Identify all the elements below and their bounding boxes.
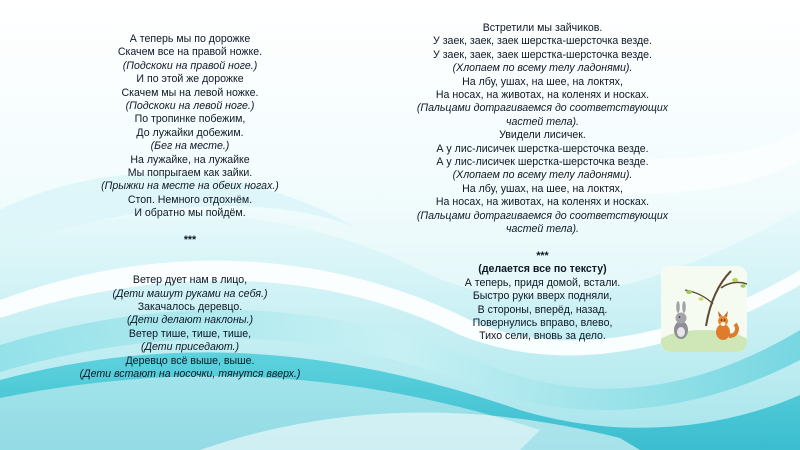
left-verse-line: А теперь мы по дорожке bbox=[129, 33, 251, 45]
left-verse-line: Скачем все на правой ножке. bbox=[117, 46, 263, 59]
left-verse-line: Скачем мы на левой ножке. bbox=[121, 86, 259, 99]
left-verse-spacer bbox=[55, 221, 325, 234]
left-verse-line: *** bbox=[183, 234, 197, 247]
right-verse-line: На лбу, ушах, на шее, на локтях, bbox=[462, 75, 623, 88]
left-verse-line: (Дети машут руками на себя.) bbox=[112, 287, 268, 300]
right-verse-column bbox=[380, 22, 705, 344]
left-verse-line: И по этой же дорожке bbox=[136, 73, 244, 86]
left-verse-column bbox=[55, 33, 325, 382]
left-verse-line: (Подскоки на левой ноге.) bbox=[125, 100, 255, 113]
left-verse-line: (Дети приседают.) bbox=[141, 341, 239, 354]
right-verse-line: А у лис-лисичек шерстка-шерсточка везде. bbox=[436, 156, 649, 169]
right-verse-line: На лбу, ушах, на шее, на локтях, bbox=[462, 182, 623, 195]
left-verse-line: (Подскоки на правой ноге.) bbox=[122, 59, 258, 72]
right-verse-line: Встретили мы зайчиков. bbox=[482, 22, 603, 34]
right-verse-line: В стороны, вперёд, назад. bbox=[477, 303, 608, 316]
right-verse-line: На носах, на животах, на коленях и носках. bbox=[435, 89, 650, 102]
right-verse-line: Увидели лисичек. bbox=[499, 129, 586, 142]
right-verse-line: (делается все по тексту) bbox=[478, 263, 607, 276]
left-verse-line: На лужайке, на лужайке bbox=[130, 153, 250, 166]
right-verse-line: частей тела). bbox=[506, 115, 579, 128]
left-verse-line: (Дети делают наклоны.) bbox=[126, 314, 254, 327]
right-verse-line: частей тела). bbox=[506, 223, 579, 236]
left-verse-line: И обратно мы пойдём. bbox=[134, 207, 246, 220]
right-verse-line: А теперь, придя домой, встали. bbox=[464, 276, 621, 289]
left-verse-line: (Бег на месте.) bbox=[150, 140, 230, 153]
left-verse-line: По тропинке побежим, bbox=[134, 113, 246, 126]
right-verse-line: (Пальцами дотрагиваемся до соответствующих bbox=[416, 102, 669, 115]
right-verse-line: Быстро руки вверх подняли, bbox=[472, 290, 613, 303]
left-verse-spacer bbox=[55, 247, 325, 260]
left-verse-line: Ветер тише, тише, тише, bbox=[128, 327, 252, 340]
right-verse-line: (Пальцами дотрагиваемся до соответствующих bbox=[416, 209, 669, 222]
right-verse-spacer bbox=[380, 237, 705, 250]
left-verse-line: Деревцо всё выше, выше. bbox=[125, 354, 255, 367]
right-verse-line: Повернулись вправо, влево, bbox=[472, 316, 613, 329]
right-verse-line: У заек, заек, заек шерстка-шерсточка везде. bbox=[433, 48, 652, 61]
left-verse-line: (Дети встают на носочки, тянутся вверх.) bbox=[79, 368, 301, 381]
bunny-and-fox-illustration bbox=[661, 266, 747, 352]
right-verse-line: Тихо сели, вновь за дело. bbox=[479, 330, 606, 343]
right-verse-line: А у лис-лисичек шерстка-шерсточка везде. bbox=[436, 142, 649, 155]
right-verse-line: (Хлопаем по всему телу ладонями). bbox=[452, 62, 633, 75]
left-verse-spacer bbox=[55, 261, 325, 274]
left-verse-line: Стоп. Немного отдохнём. bbox=[127, 193, 253, 206]
left-verse-line: Ветер дует нам в лицо, bbox=[132, 274, 248, 287]
right-verse-line: (Хлопаем по всему телу ладонями). bbox=[452, 169, 633, 182]
left-verse-line: (Прыжки на месте на обеих ногах.) bbox=[101, 180, 279, 193]
left-verse-line: До лужайки добежим. bbox=[136, 126, 244, 139]
right-verse-line: У заек, заек, заек шерстка-шерсточка везде. bbox=[433, 35, 652, 48]
right-verse-line: *** bbox=[536, 249, 549, 262]
left-verse-line: Мы попрыгаем как зайки. bbox=[127, 167, 253, 180]
left-verse-line: Закачалось деревцо. bbox=[137, 301, 243, 314]
right-verse-line: На носах, на животах, на коленях и носках. bbox=[435, 196, 650, 209]
